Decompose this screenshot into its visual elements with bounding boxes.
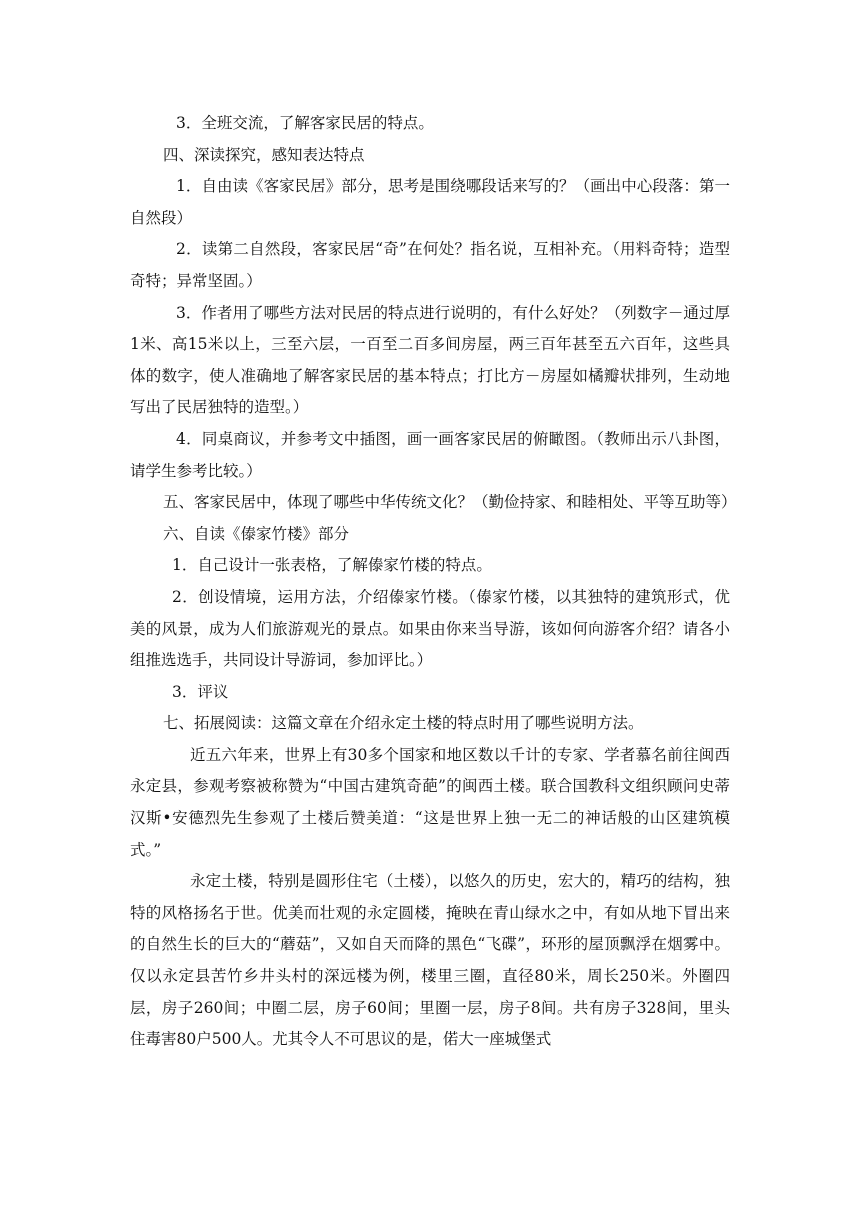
paragraph-step-1-design-table: 1．自己设计一张表格，了解傣家竹楼的特点。 [172, 556, 492, 575]
paragraph-reading-1: 近五六年来，世界上有30多个国家和地区数以千计的专家、学者慕名前往闽西永定县，参观考察被称赞为“中国古建筑奇葩”的闽西土楼。联合国教科文组织顾问史蒂汉斯•安德烈先生参观了土楼后赞美道：“这是世界上独一无二的神话般的山区建筑模式。” [130, 745, 730, 859]
paragraph-step-3-review: 3．评议 [172, 682, 229, 701]
heading-section-7: 七、拓展阅读：这篇文章在介绍永定土楼的特点时用了哪些说明方法。 [163, 714, 644, 733]
heading-section-5: 五、客家民居中，体现了哪些中华传统文化？（勤俭持家、和睦相处、平等互助等） [163, 493, 737, 512]
paragraph-step-2-second-paragraph: 2．读第二自然段，客家民居“奇”在何处？指名说，互相补充。（用料奇特；造型奇特；异常坚固。） [130, 240, 730, 290]
document-body [130, 108, 799, 1056]
heading-section-4: 四、深读探究，感知表达特点 [163, 145, 365, 164]
paragraph-step-2-scenario: 2．创设情境，运用方法，介绍傣家竹楼。（傣家竹楼，以其独特的建筑形式，优美的风景，成为人们旅游观光的景点。如果由你来当导游，该如何向游客介绍？请各小组推选选手，共同设计导游词，参加评比。） [130, 587, 730, 670]
paragraph-step-3-methods: 3．作者用了哪些方法对民居的特点进行说明的，有什么好处？（列数字－通过厚1米、高15米以上，三至六层，一百至二百多间房屋，两三百年甚至五六百年，这些具体的数字，使人准确地了解客家民居的基本特点；打比方－房屋如橘瓣状排列，生动地写出了民居独特的造型。） [130, 303, 730, 417]
paragraph-step-3-class-exchange: 3．全班交流，了解客家民居的特点。 [176, 114, 434, 132]
paragraph-reading-2: 永定土楼，特别是圆形住宅（土楼），以悠久的历史，宏大的，精巧的结构，独特的风格扬名于世。优美而壮观的永定圆楼，掩映在青山绿水之中，有如从地下冒出来的自然生长的巨大的“蘑菇”，又如自天而降的黑色“飞碟”，环形的屋顶飘浮在烟雾中。 仅以永定县苦竹乡井头村的深远楼为例，楼里三圈，直径80米，周长250米。外圈四层，房子260间；中圈二层，房子60间；里圈一层，房子8间。共有房子328间，里头住毒害80户500人。尤其令人不可思议的是，偌大一座城堡式 [130, 872, 799, 1049]
paragraph-step-4-desk-mates: 4．同桌商议，并参考文中插图，画一画客家民居的俯瞰图。（教师出示八卦图，请学生参考比较。） [130, 429, 730, 480]
heading-section-6: 六、自读《傣家竹楼》部分 [163, 524, 350, 543]
paragraph-step-1-free-reading: 1．自由读《客家民居》部分，思考是围绕哪段话来写的？（画出中心段落：第一自然段） [130, 177, 730, 227]
